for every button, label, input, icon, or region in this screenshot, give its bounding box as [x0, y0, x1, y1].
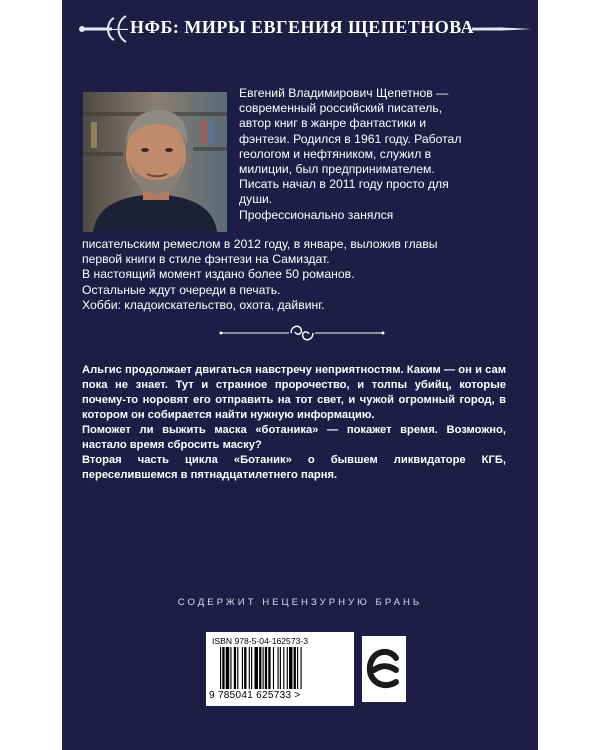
back-cover — [62, 0, 538, 750]
bio-line: Писать начал в 2011 году просто для — [239, 177, 449, 192]
annotation-paragraph: Поможет ли выжить маска «ботаника» — покажет время. Возможно, настало время сбросить маску? — [82, 424, 506, 451]
bio-line: души. — [239, 192, 273, 207]
bio-line: первой книги в стиле фэнтези на Самиздат. — [82, 252, 330, 267]
divider-ornament — [217, 318, 387, 348]
bio-line: писательским ремеслом в 2012 году, в январе, выложив главы — [82, 237, 438, 251]
bio-line: фэнтези. Родился в 1961 году. Работал — [239, 131, 462, 146]
annotation-paragraph: Вторая часть цикла «Ботаник» о бывшем ликвидаторе КГБ, переселившемся в пятнадцатилетнего парня. — [82, 454, 506, 481]
bio-line: Хобби: кладоискательство, охота, дайвинг. — [82, 297, 325, 312]
annotation-paragraph: Альгис продолжает двигаться навстречу неприятностям. Каким — он и сам пока не знает. Тут и странное пророчество, и толпы убийц, которые почему-то норовят его отправить на тот свет, и чужой огромный город, в котором он собирается найти нужную информацию. — [82, 364, 506, 421]
barcode-icon — [218, 647, 342, 689]
author-photo — [83, 92, 227, 232]
bio-line: Остальные ждут очереди в печать. — [82, 282, 281, 297]
author-bio — [239, 86, 509, 223]
eksmo-logo-icon — [362, 636, 406, 702]
isbn-label: ISBN 978-5-04-162573-3 — [212, 636, 309, 646]
barcode-digits: 9 785041 625733 > — [209, 690, 301, 701]
barcode-panel — [206, 632, 354, 706]
bio-line: современный российский писатель, — [239, 101, 443, 116]
bio-line: Евгений Владимирович Щепетнов — — [239, 86, 449, 100]
bio-line: автор книг в жанре фантастики и — [239, 116, 427, 131]
series-header — [62, 12, 538, 46]
book-annotation — [82, 363, 506, 483]
series-title: НФБ: МИРЫ ЕВГЕНИЯ ЩЕПЕТНОВА — [130, 17, 475, 37]
author-bio-continued — [82, 237, 502, 313]
content-warning: СОДЕРЖИТ НЕЦЕНЗУРНУЮ БРАНЬ — [177, 597, 423, 608]
bio-line: В настоящий момент издано более 50 романов. — [82, 267, 355, 282]
bio-line: Профессионально занялся — [239, 207, 394, 222]
publisher-logo-panel — [362, 636, 406, 702]
bio-line: милиции, был предпринимателем. — [239, 162, 435, 177]
bio-line: геологом и нефтяником, служил в — [239, 146, 432, 161]
